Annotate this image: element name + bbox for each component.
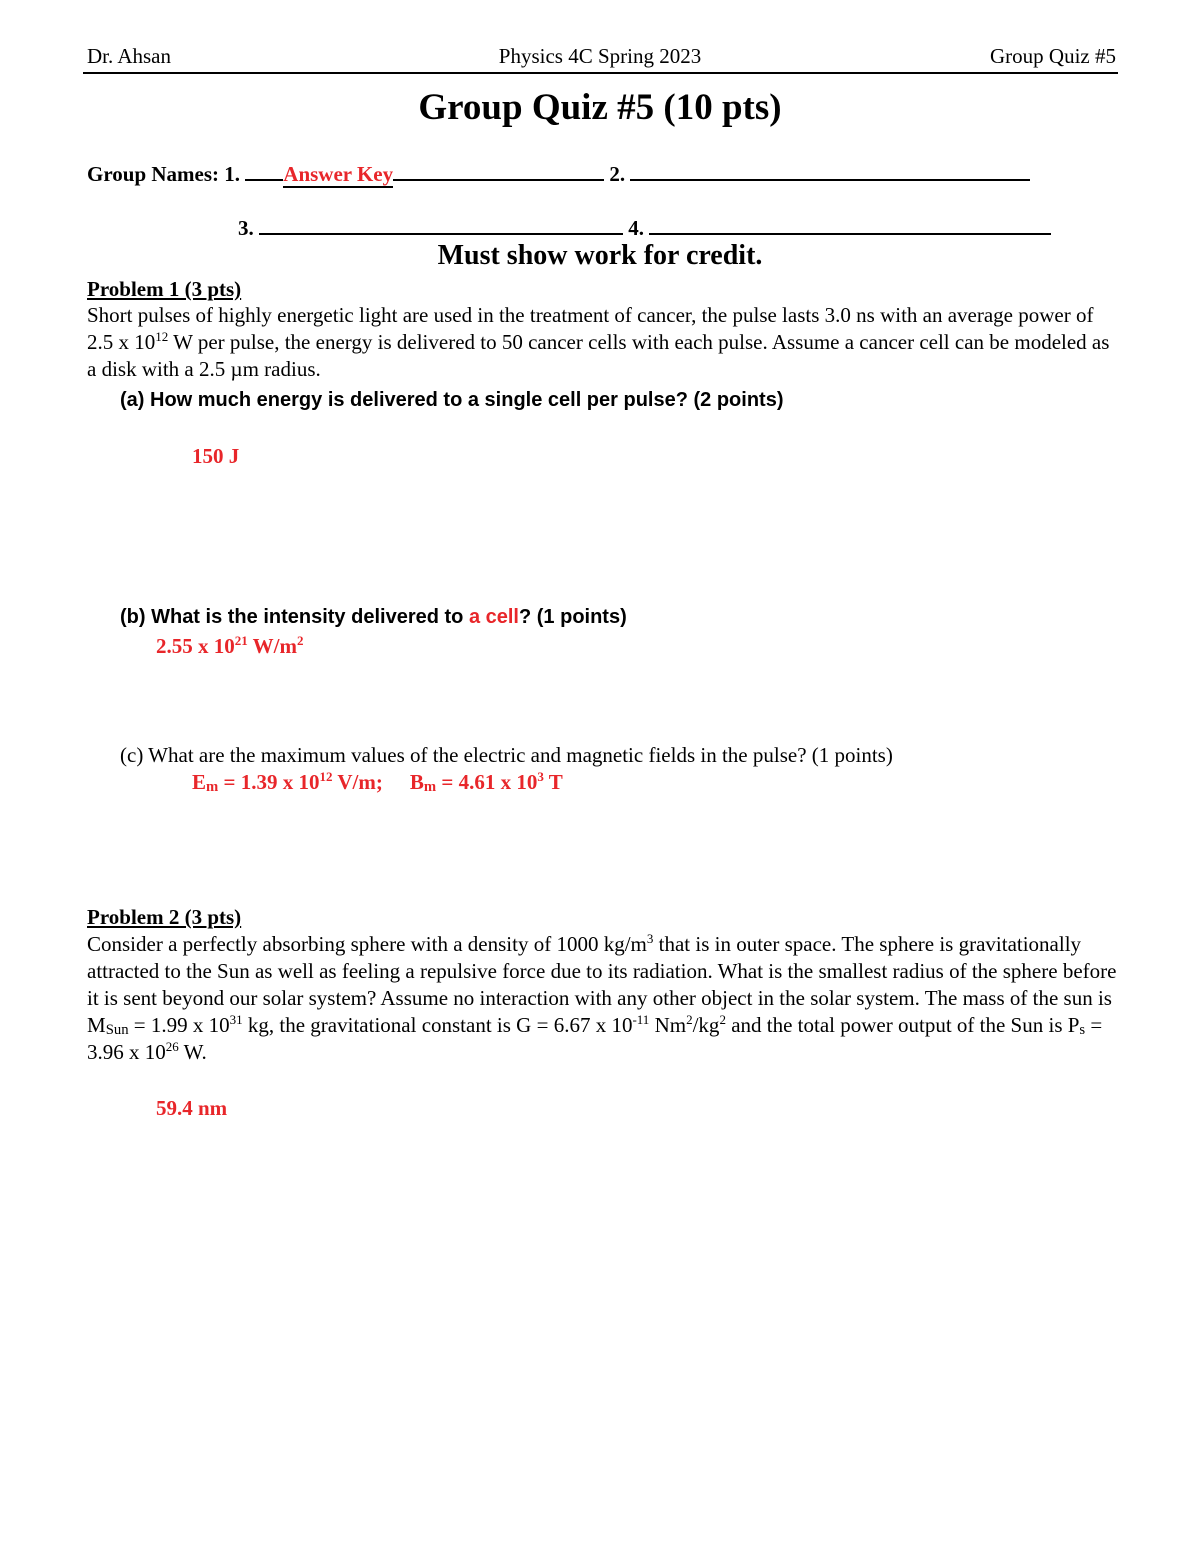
e-field-subscript: m bbox=[206, 779, 219, 796]
question-1b bbox=[120, 606, 627, 629]
name-blank-1b bbox=[393, 160, 604, 181]
p2-text-6: /kg bbox=[692, 1013, 720, 1037]
answer-1b-unit: W/m bbox=[247, 634, 297, 658]
p2-g-exponent: -11 bbox=[632, 1012, 650, 1027]
page-title: Group Quiz #5 (10 pts) bbox=[418, 87, 782, 128]
answer-1a: 150 J bbox=[192, 444, 240, 468]
group-names-row-1 bbox=[87, 160, 1030, 187]
header-course: Physics 4C Spring 2023 bbox=[498, 44, 702, 68]
p2-text-3: = 1.99 x 10 bbox=[128, 1013, 230, 1037]
must-show-work-note: Must show work for credit. bbox=[437, 240, 763, 271]
problem-1-title: Problem 1 (3 pts) bbox=[87, 277, 242, 301]
p2-text-9: W. bbox=[178, 1040, 207, 1064]
header-instructor: Dr. Ahsan bbox=[87, 44, 171, 68]
p2-ps-subscript: s bbox=[1079, 1022, 1086, 1039]
group-names-row-2 bbox=[238, 214, 1051, 241]
p2-kg-exponent: 2 bbox=[719, 1012, 726, 1027]
name-blank-1a bbox=[245, 160, 283, 181]
problem-1-text-b: W per pulse, the energy is delivered to 50 cancer cells with each pulse. Assume a cancer cell can be modeled as a disk with a 2.5 µm radius. bbox=[87, 330, 1110, 381]
p2-mass-exponent: 31 bbox=[229, 1012, 243, 1027]
name-blank-4 bbox=[649, 214, 1051, 235]
b-field-unit: T bbox=[543, 770, 563, 794]
group-number-2: 2. bbox=[609, 162, 626, 186]
problem-1-text bbox=[87, 302, 1117, 383]
group-names-label: Group Names: 1. bbox=[87, 162, 241, 186]
group-number-4: 4. bbox=[628, 216, 644, 240]
p2-text-5: Nm bbox=[649, 1013, 687, 1037]
problem-2-title: Problem 2 (3 pts) bbox=[87, 905, 242, 929]
question-1b-pre: (b) What is the intensity delivered to bbox=[120, 606, 469, 628]
answer-1b-unit-exponent: 2 bbox=[296, 633, 304, 648]
group-number-3: 3. bbox=[238, 216, 254, 240]
e-field-symbol: E bbox=[192, 770, 207, 794]
name-1-answer-key: Answer Key bbox=[283, 162, 394, 186]
problem-1-text-a: Short pulses of highly energetic light are used in the treatment of cancer, the pulse lasts 3.0 ns with an average power of 2.5 x 10 bbox=[87, 303, 1094, 354]
b-field-value: = 4.61 x 10 bbox=[436, 770, 538, 794]
question-1c: (c) What are the maximum values of the electric and magnetic fields in the pulse? (1 points) bbox=[120, 743, 893, 767]
p2-density-exponent: 3 bbox=[646, 931, 654, 946]
p2-nm-exponent: 2 bbox=[686, 1012, 693, 1027]
p2-text-8: = 3.96 x 10 bbox=[87, 1013, 1103, 1064]
e-field-unit: V/m; bbox=[332, 770, 383, 794]
name-blank-2 bbox=[630, 160, 1030, 181]
b-field-exponent: 3 bbox=[537, 769, 544, 784]
answer-1b-base: 2.55 x 10 bbox=[156, 634, 235, 658]
answer-1c bbox=[192, 770, 563, 795]
answer-1b-exponent: 21 bbox=[234, 633, 248, 648]
answer-2: 59.4 nm bbox=[156, 1096, 228, 1120]
problem-2-text bbox=[87, 931, 1122, 1066]
question-1a: (a) How much energy is delivered to a single cell per pulse? (2 points) bbox=[120, 389, 784, 411]
p2-text-2: that is in outer space. The sphere is gravitationally attracted to the Sun as well as feeling a repulsive force due to its radiation. What is the smallest radius of the sphere before it is sent beyond our solar system? Assume no interaction with any other object in the solar system. The mass of the sun is M bbox=[87, 932, 1117, 1037]
b-field-symbol: B bbox=[409, 770, 424, 794]
p2-sun-subscript: Sun bbox=[105, 1022, 129, 1039]
question-1b-post: ? (1 points) bbox=[518, 606, 627, 628]
p2-text-4: kg, the gravitational constant is G = 6.67 x 10 bbox=[242, 1013, 633, 1037]
answer-1b bbox=[156, 634, 303, 659]
header-rule bbox=[83, 72, 1118, 74]
e-field-value: = 1.39 x 10 bbox=[218, 770, 320, 794]
p2-power-exponent: 26 bbox=[165, 1039, 179, 1054]
e-field-exponent: 12 bbox=[319, 769, 333, 784]
power-exponent: 12 bbox=[155, 329, 169, 344]
header-quiz: Group Quiz #5 bbox=[990, 44, 1116, 68]
p2-text-1: Consider a perfectly absorbing sphere with a density of 1000 kg/m bbox=[87, 932, 647, 956]
question-1b-highlight: a cell bbox=[468, 606, 519, 628]
name-blank-3 bbox=[259, 214, 623, 235]
p2-text-7: and the total power output of the Sun is P bbox=[725, 1013, 1080, 1037]
b-field-subscript: m bbox=[423, 779, 437, 796]
